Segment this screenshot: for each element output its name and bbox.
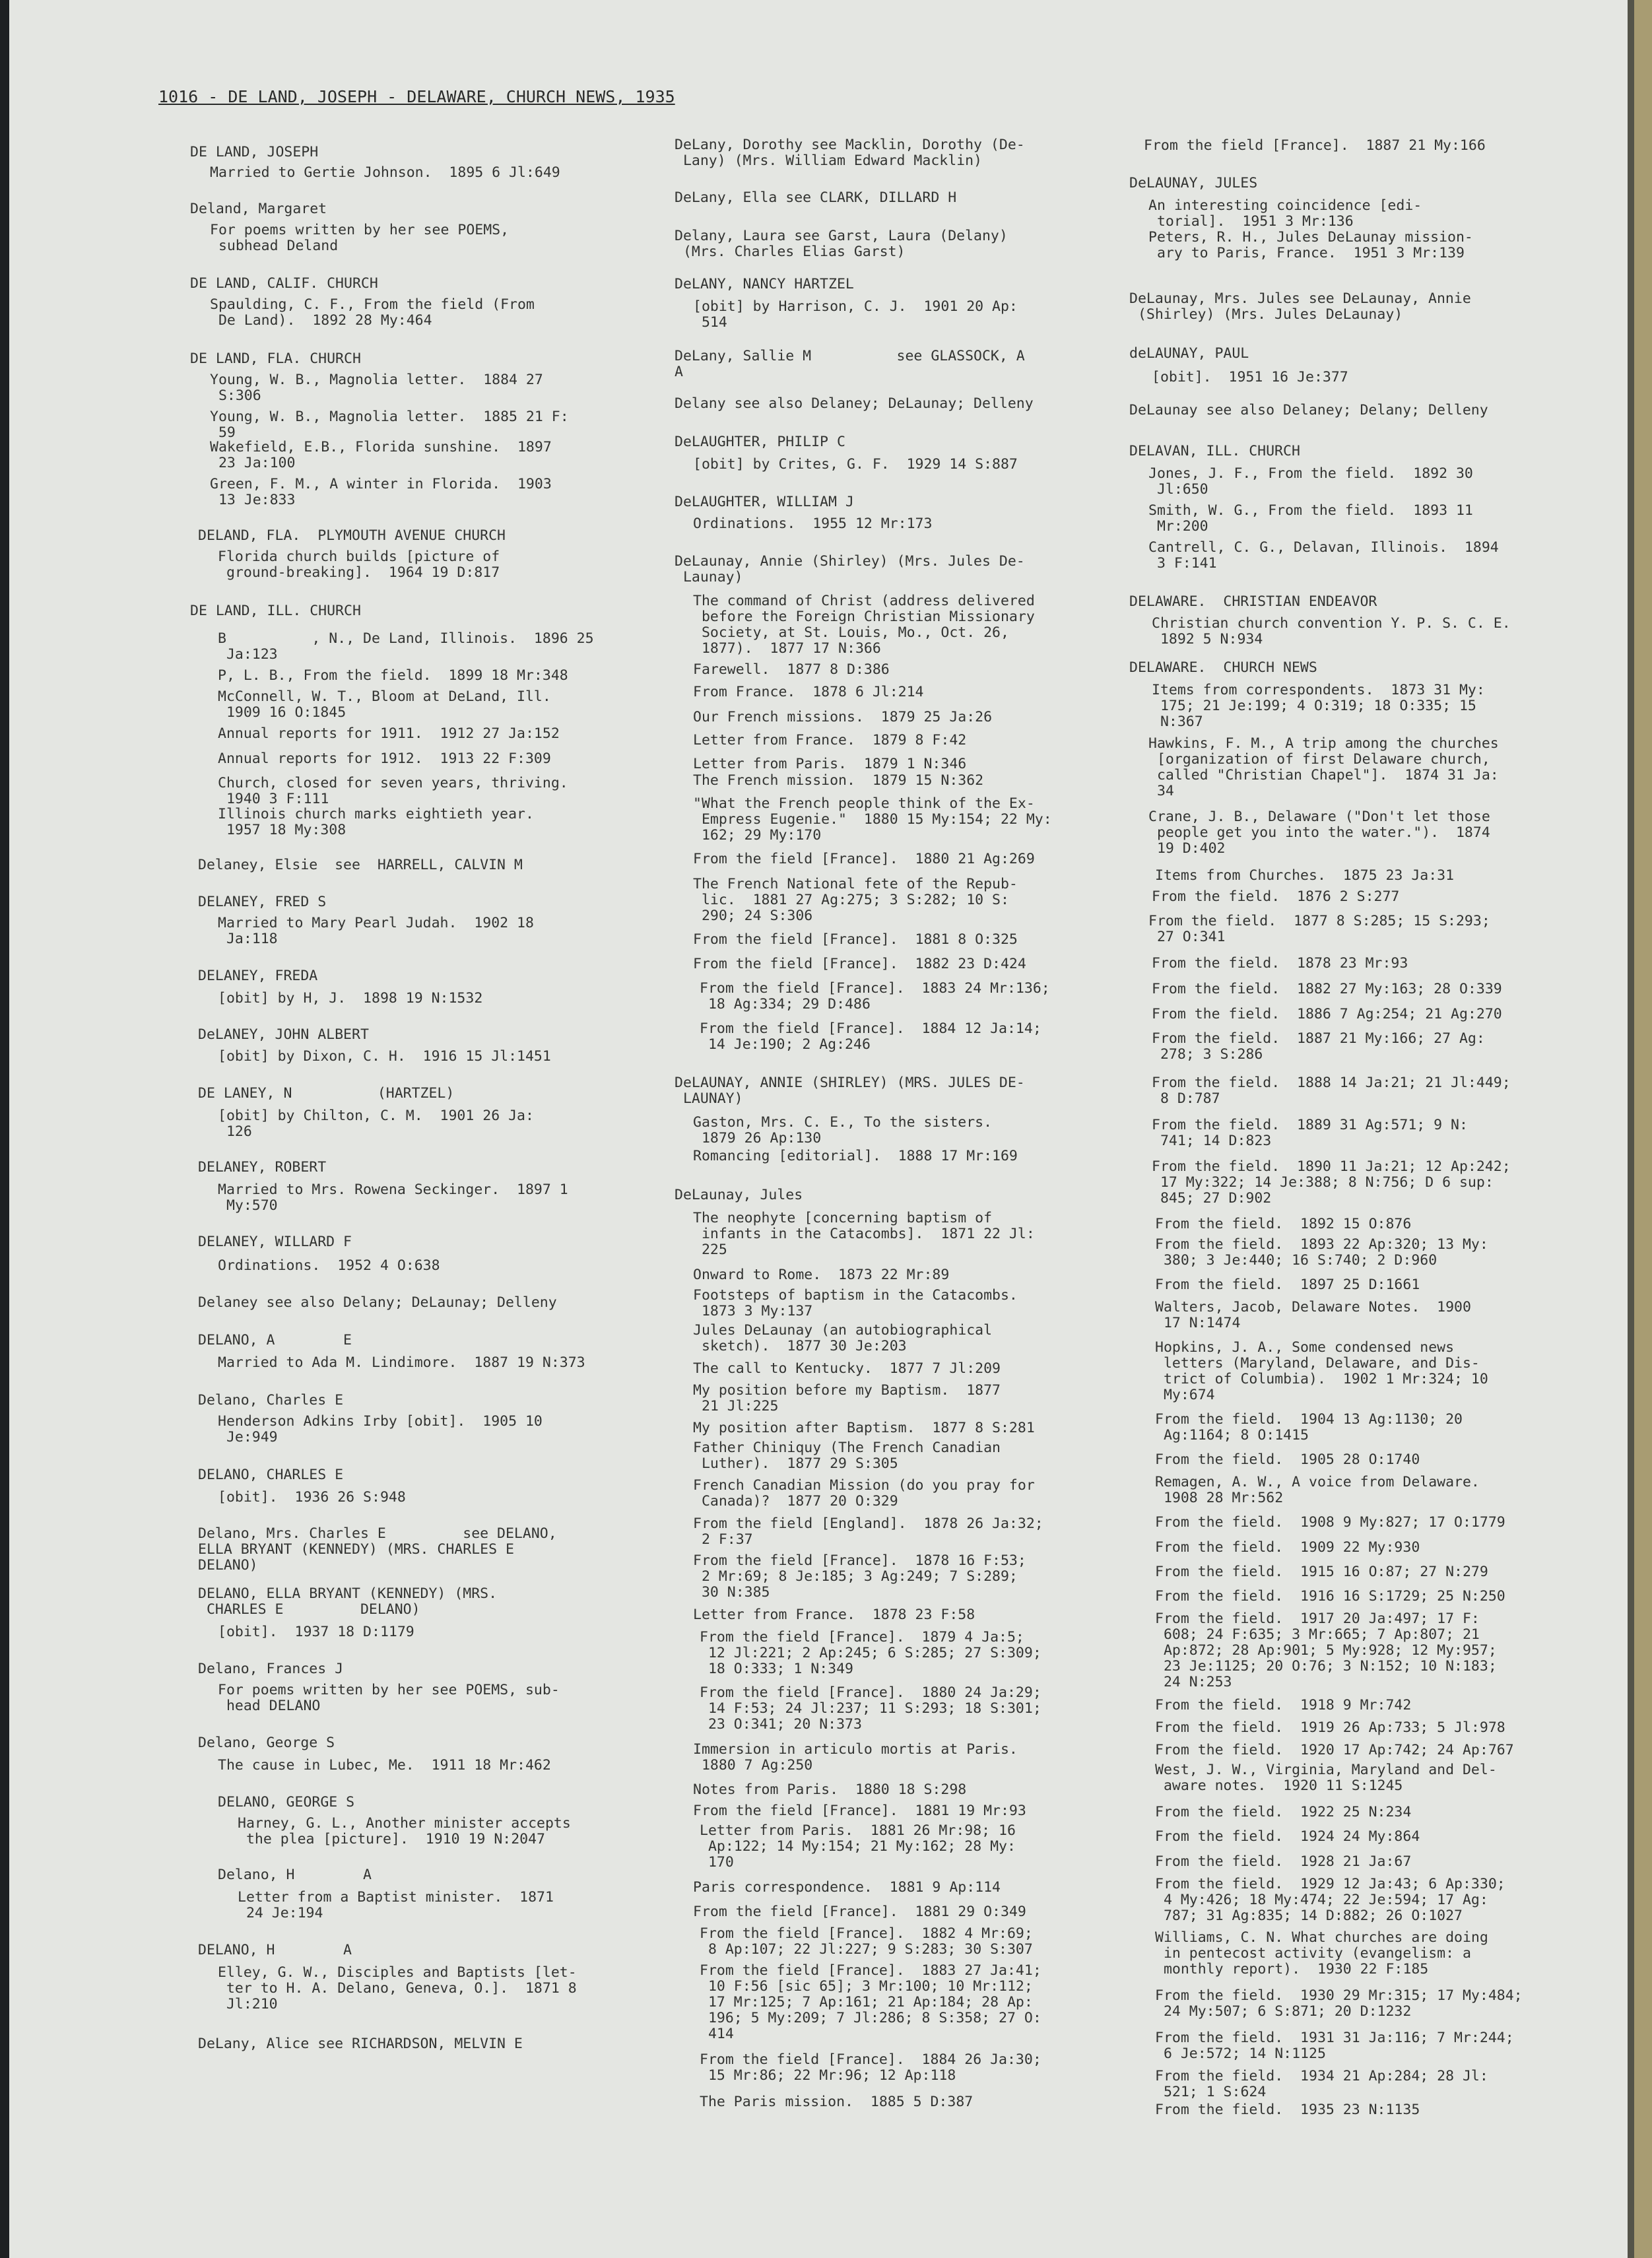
index-line: 1909 16 O:1845	[218, 704, 347, 721]
index-line: Delany, Laura see Garst, Laura (Delany)	[675, 228, 1008, 244]
index-line: 175; 21 Je:199; 4 O:319; 18 O:335; 15	[1152, 698, 1476, 714]
index-line: Gaston, Mrs. C. E., To the sisters.	[693, 1114, 993, 1131]
index-line: 34	[1148, 783, 1174, 799]
index-line: Farewell. 1877 8 D:386	[693, 661, 890, 678]
page-header: 1016 - DE LAND, JOSEPH - DELAWARE, CHURCH NEWS, 1935	[158, 87, 675, 106]
index-line: DELANEY, FREDA	[198, 968, 318, 984]
index-line: Delano, Charles E	[198, 1392, 344, 1409]
index-line: P, L. B., From the field. 1899 18 Mr:348	[218, 667, 568, 684]
index-line: Harney, G. L., Another minister accepts	[238, 1815, 571, 1832]
index-line: 24 My:507; 6 S:871; 20 D:1232	[1155, 2003, 1412, 2020]
index-line: From the field. 1917 20 Ja:497; 17 F:	[1155, 1610, 1480, 1627]
index-line: 787; 31 Ag:835; 14 D:882; 26 O:1027	[1155, 1908, 1463, 1924]
index-line: Married to Ada M. Lindimore. 1887 19 N:373	[218, 1354, 585, 1371]
index-line: 741; 14 D:823	[1152, 1133, 1272, 1149]
index-line: people get you into the water."). 1874	[1148, 824, 1490, 841]
index-line: Married to Mrs. Rowena Seckinger. 1897 1	[218, 1181, 568, 1198]
index-line: Williams, C. N. What churches are doing	[1155, 1929, 1488, 1946]
index-line: Delano, Frances J	[198, 1661, 344, 1677]
index-line: Letter from Paris. 1879 1 N:346	[693, 756, 967, 772]
index-line: 4 My:426; 18 My:474; 22 Je:594; 17 Ag:	[1155, 1892, 1488, 1908]
index-line: 14 F:53; 24 Jl:237; 11 S:293; 18 S:301;	[700, 1700, 1041, 1717]
index-line: Henderson Adkins Irby [obit]. 1905 10	[218, 1413, 543, 1430]
index-line: Peters, R. H., Jules DeLaunay mission-	[1148, 229, 1473, 246]
index-line: From the field. 1892 15 O:876	[1155, 1216, 1412, 1232]
index-line: From the field [France]. 1884 12 Ja:14;	[700, 1020, 1041, 1037]
index-line: ter to H. A. Delano, Geneva, O.]. 1871 8	[218, 1980, 577, 1997]
index-line: DeLAUNAY, ANNIE (SHIRLEY) (MRS. JULES DE-	[675, 1075, 1025, 1091]
index-line: [obit] by Dixon, C. H. 1916 15 Jl:1451	[218, 1048, 551, 1065]
index-line: 17 N:1474	[1155, 1315, 1241, 1331]
index-line: DELANEY, FRED S	[198, 894, 327, 910]
index-line: From the field [France]. 1883 24 Mr:136;	[700, 980, 1050, 997]
index-line: DELANO, A E	[198, 1332, 352, 1348]
index-line: For poems written by her see POEMS, sub-	[218, 1682, 560, 1698]
index-line: My:570	[218, 1197, 278, 1214]
index-line: From the field. 1930 29 Mr:315; 17 My:484;	[1155, 1987, 1523, 2004]
scan-frame-left	[0, 0, 9, 2258]
index-line: Jones, J. F., From the field. 1892 30	[1148, 465, 1473, 482]
index-line: 514	[693, 314, 727, 331]
index-line: 1880 7 Ag:250	[693, 1757, 813, 1774]
index-line: From the field. 1890 11 Ja:21; 12 Ap:242;	[1152, 1158, 1511, 1175]
index-line: From the field [France]. 1880 21 Ag:269	[693, 851, 1035, 867]
index-line: Deland, Margaret	[190, 201, 327, 217]
index-line: DeLaunay, Jules	[675, 1187, 803, 1203]
index-line: Mr:200	[1148, 518, 1208, 535]
index-line: DELANO, GEORGE S	[218, 1794, 355, 1810]
index-line: From the field. 1878 23 Mr:93	[1152, 955, 1408, 972]
index-line: Remagen, A. W., A voice from Delaware.	[1155, 1474, 1480, 1490]
index-line: 13 Je:833	[210, 492, 296, 508]
index-line: 1873 3 My:137	[693, 1303, 813, 1319]
index-line: Annual reports for 1911. 1912 27 Ja:152	[218, 725, 560, 742]
index-line: [obit]. 1937 18 D:1179	[218, 1624, 414, 1640]
index-line: Letter from a Baptist minister. 1871	[238, 1889, 554, 1906]
index-line: 2 Mr:69; 8 Je:185; 3 Ag:249; 7 S:289;	[693, 1568, 1018, 1585]
index-line: torial]. 1951 3 Mr:136	[1148, 213, 1354, 230]
index-line: Ap:122; 14 My:154; 21 My:162; 28 My:	[700, 1838, 1016, 1855]
index-line: sketch). 1877 30 Je:203	[693, 1338, 907, 1354]
index-line: From the field. 1934 21 Ap:284; 28 Jl:	[1155, 2068, 1488, 2084]
index-line: The cause in Lubec, Me. 1911 18 Mr:462	[218, 1757, 551, 1774]
index-line: Paris correspondence. 1881 9 Ap:114	[693, 1879, 1001, 1896]
index-line: S:306	[210, 387, 261, 404]
index-line: in pentecost activity (evangelism: a	[1155, 1945, 1471, 1962]
index-line: ground-breaking]. 1964 19 D:817	[218, 564, 500, 581]
index-line: DELANEY, ROBERT	[198, 1159, 327, 1176]
index-line: Ordinations. 1955 12 Mr:173	[693, 515, 933, 532]
index-line: From the field. 1929 12 Ja:43; 6 Ap:330;	[1155, 1876, 1505, 1892]
index-line: From the field [France]. 1882 4 Mr:69;	[700, 1925, 1033, 1942]
index-line: Cantrell, C. G., Delavan, Illinois. 1894	[1148, 539, 1499, 556]
index-line: 225	[693, 1242, 727, 1258]
index-line: 17 Mr:125; 7 Ap:161; 21 Ap:184; 28 Ap:	[700, 1994, 1033, 2010]
index-line: DELANO, ELLA BRYANT (KENNEDY) (MRS.	[198, 1585, 498, 1602]
index-line: Wakefield, E.B., Florida sunshine. 1897	[210, 439, 552, 455]
index-line: Onward to Rome. 1873 22 Mr:89	[693, 1267, 950, 1283]
index-line: CHARLES E DELANO)	[198, 1601, 420, 1618]
index-line: Luther). 1877 29 S:305	[693, 1455, 898, 1472]
index-line: [obit] by Crites, G. F. 1929 14 S:887	[693, 456, 1018, 473]
index-line: 21 Jl:225	[693, 1398, 779, 1414]
index-line: 1879 26 Ap:130	[693, 1130, 822, 1146]
index-line: Immersion in articulo mortis at Paris.	[693, 1741, 1018, 1758]
index-line: The French mission. 1879 15 N:362	[693, 772, 984, 789]
index-line: before the Foreign Christian Missionary	[693, 609, 1035, 625]
index-line: 1892 5 N:934	[1152, 631, 1263, 648]
index-line: Letter from France. 1879 8 F:42	[693, 732, 967, 748]
index-line: Hawkins, F. M., A trip among the churches	[1148, 735, 1499, 752]
scan-frame-right	[1628, 0, 1652, 2258]
index-line: An interesting coincidence [edi-	[1148, 197, 1422, 214]
index-line: Notes from Paris. 1880 18 S:298	[693, 1781, 967, 1798]
index-line: 608; 24 F:635; 3 Mr:665; 7 Ap:807; 21	[1155, 1626, 1480, 1643]
index-line: 12 Jl:221; 2 Ap:245; 6 S:285; 27 S:309;	[700, 1645, 1041, 1661]
index-line: From the field. 1918 9 Mr:742	[1155, 1697, 1412, 1713]
index-line: Romancing [editorial]. 1888 17 Mr:169	[693, 1148, 1018, 1164]
index-line: the plea [picture]. 1910 19 N:2047	[238, 1831, 545, 1847]
index-line: Walters, Jacob, Delaware Notes. 1900	[1155, 1299, 1471, 1315]
index-line: DeLany, Sallie M see GLASSOCK, A	[675, 348, 1025, 364]
index-line: called "Christian Chapel"]. 1874 31 Ja:	[1148, 767, 1499, 783]
index-line: Footsteps of baptism in the Catacombs.	[693, 1287, 1018, 1304]
index-line: From the field. 1888 14 Ja:21; 21 Jl:449;	[1152, 1075, 1511, 1091]
index-line: 6 Je:572; 14 N:1125	[1155, 2045, 1326, 2062]
index-line: From the field. 1893 22 Ap:320; 13 My:	[1155, 1236, 1488, 1253]
index-line: 8 Ap:107; 22 Jl:227; 9 S:283; 30 S:307	[700, 1941, 1033, 1958]
index-line: Ordinations. 1952 4 O:638	[218, 1257, 440, 1274]
index-line: Society, at St. Louis, Mo., Oct. 26,	[693, 624, 1009, 641]
index-line: [obit]. 1951 16 Je:377	[1152, 369, 1348, 385]
index-line: For poems written by her see POEMS,	[210, 222, 510, 238]
index-line: From the field [France]. 1878 16 F:53;	[693, 1552, 1026, 1569]
index-line: Father Chiniquy (The French Canadian	[693, 1440, 1001, 1456]
index-line: DE LAND, JOSEPH	[190, 144, 319, 160]
index-line: The French National fete of the Repub-	[693, 876, 1018, 892]
index-line: DeLAUGHTER, PHILIP C	[675, 434, 845, 450]
index-line: The command of Christ (address delivered	[693, 593, 1035, 609]
index-line: 278; 3 S:286	[1152, 1046, 1263, 1063]
index-line: Letter from France. 1878 23 F:58	[693, 1607, 975, 1623]
index-line: DeLany, Dorothy see Macklin, Dorothy (De-	[675, 137, 1025, 153]
index-line: 162; 29 My:170	[693, 827, 822, 844]
index-line: 59	[210, 424, 236, 441]
index-line: 196; 5 My:209; 7 Jl:286; 8 S:358; 27 O:	[700, 2010, 1041, 2026]
index-line: N:367	[1152, 714, 1203, 730]
index-line: 23 Ja:100	[210, 455, 296, 471]
index-line: DeLaunay see also Delaney; Delany; Delleny	[1129, 402, 1488, 418]
index-line: DE LAND, CALIF. CHURCH	[190, 275, 378, 292]
index-line: 14 Je:190; 2 Ag:246	[700, 1036, 871, 1053]
index-line: Spaulding, C. F., From the field (From	[210, 296, 535, 313]
index-line: "What the French people think of the Ex-	[693, 795, 1035, 812]
index-line: McConnell, W. T., Bloom at DeLand, Ill.	[218, 688, 551, 705]
index-line: head DELANO	[218, 1698, 321, 1714]
index-line: Delano, George S	[198, 1735, 335, 1751]
index-line: French Canadian Mission (do you pray for	[693, 1477, 1035, 1494]
index-line: Je:949	[218, 1429, 278, 1445]
index-line: (Shirley) (Mrs. Jules DeLaunay)	[1129, 306, 1403, 323]
index-line: Our French missions. 1879 25 Ja:26	[693, 709, 993, 725]
index-line: From the field. 1909 22 My:930	[1155, 1539, 1420, 1556]
index-line: DeLany, Alice see RICHARDSON, MELVIN E	[198, 2036, 523, 2052]
index-line: DE LAND, FLA. CHURCH	[190, 350, 361, 367]
index-line: From the field. 1920 17 Ap:742; 24 Ap:767	[1155, 1742, 1514, 1758]
index-line: Smith, W. G., From the field. 1893 11	[1148, 502, 1473, 519]
index-line: [organization of first Delaware church,	[1148, 751, 1490, 768]
index-line: Delaney see also Delany; DeLaunay; Delleny	[198, 1294, 557, 1311]
index-line: 521; 1 S:624	[1155, 2084, 1267, 2100]
index-line: Ja:118	[218, 931, 278, 947]
index-line: De Land). 1892 28 My:464	[210, 312, 432, 329]
index-line: From the field. 1928 21 Ja:67	[1155, 1853, 1412, 1870]
index-line: deLAUNAY, PAUL	[1129, 345, 1249, 362]
index-line: Jl:650	[1148, 481, 1208, 498]
index-line: infants in the Catacombs]. 1871 22 Jl:	[693, 1226, 1035, 1242]
index-line: Empress Eugenie." 1880 15 My:154; 22 My:	[693, 811, 1052, 828]
index-line: Church, closed for seven years, thriving.	[218, 775, 568, 791]
index-line: aware notes. 1920 11 S:1245	[1155, 1777, 1403, 1794]
index-line: Hopkins, J. A., Some condensed news	[1155, 1339, 1455, 1356]
index-line: From the field. 1919 26 Ap:733; 5 Jl:978	[1155, 1719, 1505, 1736]
index-line: Green, F. M., A winter in Florida. 1903	[210, 476, 552, 492]
index-line: Ap:872; 28 Ap:901; 5 My:928; 12 My:957;	[1155, 1642, 1497, 1659]
index-line: My:674	[1155, 1387, 1215, 1403]
index-line: 1940 3 F:111	[218, 791, 329, 807]
index-line: DeLANEY, JOHN ALBERT	[198, 1026, 369, 1043]
index-line: Florida church builds [picture of	[218, 548, 500, 565]
index-line: The Paris mission. 1885 5 D:387	[700, 2094, 974, 2110]
index-line: From the field [France]. 1887 21 My:166	[1144, 137, 1486, 154]
index-line: DeLaunay, Annie (Shirley) (Mrs. Jules De-	[675, 553, 1025, 570]
index-line: DeLaunay, Mrs. Jules see DeLaunay, Annie	[1129, 290, 1471, 307]
index-line: 19 D:402	[1148, 840, 1226, 857]
index-line: From the field [France]. 1884 26 Ja:30;	[700, 2051, 1041, 2068]
index-line: Young, W. B., Magnolia letter. 1885 21 F:	[210, 409, 569, 425]
index-line: Lany) (Mrs. William Edward Macklin)	[675, 152, 982, 169]
index-line: Canada)? 1877 20 O:329	[693, 1493, 898, 1510]
index-line: Jl:210	[218, 1996, 278, 2012]
index-line: From the field. 1922 25 N:234	[1155, 1804, 1412, 1820]
index-line: letters (Maryland, Delaware, and Dis-	[1155, 1355, 1480, 1372]
index-line: Launay)	[675, 569, 743, 585]
index-line: From the field. 1882 27 My:163; 28 O:339	[1152, 981, 1502, 997]
index-line: Delano, H A	[218, 1867, 372, 1883]
index-line: From the field [France]. 1883 27 Ja:41;	[700, 1962, 1041, 1979]
index-line: DELANEY, WILLARD F	[198, 1234, 352, 1250]
index-line: DE LANEY, N (HARTZEL)	[198, 1085, 455, 1102]
index-line: From the field. 1915 16 O:87; 27 N:279	[1155, 1564, 1488, 1580]
index-line: 17 My:322; 14 Je:388; 8 N:756; D 6 sup:	[1152, 1174, 1494, 1191]
index-line: 1957 18 My:308	[218, 822, 347, 838]
index-line: 170	[700, 1854, 734, 1871]
index-line: 1877). 1877 17 N:366	[693, 640, 881, 657]
index-line: DELAND, FLA. PLYMOUTH AVENUE CHURCH	[198, 527, 506, 544]
index-line: monthly report). 1930 22 F:185	[1155, 1961, 1429, 1977]
index-line: DELANO, H A	[198, 1942, 352, 1958]
index-line: From the field. 1897 25 D:1661	[1155, 1277, 1420, 1293]
index-line: From the field. 1916 16 S:1729; 25 N:250	[1155, 1588, 1505, 1605]
index-line: 8 D:787	[1152, 1090, 1220, 1107]
index-line: 290; 24 S:306	[693, 908, 813, 924]
index-line: From the field [France]. 1881 29 O:349	[693, 1904, 1026, 1920]
index-line: Young, W. B., Magnolia letter. 1884 27	[210, 372, 543, 388]
index-line: Letter from Paris. 1881 26 Mr:98; 16	[700, 1822, 1016, 1839]
index-line: [obit] by H, J. 1898 19 N:1532	[218, 990, 483, 1007]
index-line: Ja:123	[218, 646, 278, 663]
index-line: Crane, J. B., Delaware ("Don't let those	[1148, 809, 1490, 825]
index-line: Jules DeLaunay (an autobiographical	[693, 1322, 993, 1339]
index-line: DeLAUNAY, JULES	[1129, 175, 1258, 191]
index-line: From the field. 1908 9 My:827; 17 O:1779	[1155, 1514, 1505, 1531]
index-line: Delano, Mrs. Charles E see DELANO,	[198, 1525, 557, 1542]
index-line: ELLA BRYANT (KENNEDY) (MRS. CHARLES E	[198, 1541, 514, 1558]
index-line: (Mrs. Charles Elias Garst)	[675, 244, 906, 260]
index-line: From the field [France]. 1882 23 D:424	[693, 956, 1026, 972]
index-line: From the field. 1876 2 S:277	[1152, 888, 1400, 905]
index-line: 10 F:56 [sic 65]; 3 Mr:100; 10 Mr:112;	[700, 1978, 1033, 1995]
index-line: DE LAND, ILL. CHURCH	[190, 603, 361, 619]
index-line: From the field. 1905 28 O:1740	[1155, 1451, 1420, 1468]
index-line: From the field. 1877 8 S:285; 15 S:293;	[1148, 913, 1490, 929]
index-line: LAUNAY)	[675, 1090, 743, 1107]
index-line: Delany see also Delaney; DeLaunay; Delleny	[675, 395, 1034, 412]
index-line: B , N., De Land, Illinois. 1896 25	[218, 630, 594, 647]
index-line: From the field [France]. 1881 19 Mr:93	[693, 1803, 1026, 1819]
index-line: From the field. 1886 7 Ag:254; 21 Ag:270	[1152, 1006, 1502, 1022]
index-line: DELAWARE. CHURCH NEWS	[1129, 659, 1317, 676]
index-line: 23 O:341; 20 N:373	[700, 1716, 862, 1733]
index-line: 414	[700, 2026, 734, 2042]
index-line: ary to Paris, France. 1951 3 Mr:139	[1148, 245, 1465, 261]
index-line: Illinois church marks eightieth year.	[218, 806, 534, 822]
index-line: DELAWARE. CHRISTIAN ENDEAVOR	[1129, 593, 1377, 610]
index-line: From the field [France]. 1881 8 O:325	[693, 931, 1018, 948]
index-line: 1908 28 Mr:562	[1155, 1490, 1284, 1506]
index-line: Items from Churches. 1875 23 Ja:31	[1155, 867, 1455, 884]
index-line: DeLany, Ella see CLARK, DILLARD H	[675, 189, 957, 206]
index-line: From the field [France]. 1880 24 Ja:29;	[700, 1684, 1041, 1701]
index-line: Married to Mary Pearl Judah. 1902 18	[218, 915, 534, 931]
index-line: My position after Baptism. 1877 8 S:281	[693, 1420, 1035, 1436]
index-line: [obit] by Harrison, C. J. 1901 20 Ap:	[693, 298, 1018, 315]
index-line: 24 N:253	[1155, 1674, 1232, 1690]
index-line: DELANO)	[198, 1557, 258, 1574]
index-line: 380; 3 Je:440; 16 S:740; 2 D:960	[1155, 1252, 1437, 1269]
index-line: 30 N:385	[693, 1584, 770, 1601]
index-line: Married to Gertie Johnson. 1895 6 Jl:649	[210, 164, 560, 181]
index-line: 2 F:37	[693, 1531, 753, 1548]
index-line: trict of Columbia). 1902 1 Mr:324; 10	[1155, 1371, 1488, 1387]
index-line: From the field. 1924 24 My:864	[1155, 1828, 1420, 1845]
index-line: 18 Ag:334; 29 D:486	[700, 996, 871, 1013]
index-line: 126	[218, 1123, 252, 1140]
index-line: Delaney, Elsie see HARRELL, CALVIN M	[198, 857, 523, 873]
index-line: From France. 1878 6 Jl:214	[693, 684, 924, 700]
index-line: lic. 1881 27 Ag:275; 3 S:282; 10 S:	[693, 892, 1009, 908]
index-line: 3 F:141	[1148, 555, 1217, 572]
index-line: Ag:1164; 8 O:1415	[1155, 1427, 1309, 1444]
index-line: West, J. W., Virginia, Maryland and Del-	[1155, 1762, 1497, 1778]
index-line: Items from correspondents. 1873 31 My:	[1152, 682, 1485, 698]
index-line: DELANO, CHARLES E	[198, 1467, 344, 1483]
index-line: A	[675, 364, 683, 380]
index-line: DELAVAN, ILL. CHURCH	[1129, 443, 1300, 459]
index-line: My position before my Baptism. 1877	[693, 1382, 1001, 1399]
index-line: 23 Je:1125; 20 O:76; 3 N:152; 10 N:183;	[1155, 1658, 1497, 1675]
index-line: 24 Je:194	[238, 1905, 323, 1921]
index-line: The call to Kentucky. 1877 7 Jl:209	[693, 1360, 1001, 1377]
index-line: Elley, G. W., Disciples and Baptists [let-	[218, 1964, 577, 1981]
index-line: Christian church convention Y. P. S. C. E.	[1152, 615, 1511, 632]
index-line: From the field. 1931 31 Ja:116; 7 Mr:244;	[1155, 2030, 1514, 2046]
index-line: From the field. 1904 13 Ag:1130; 20	[1155, 1411, 1463, 1428]
index-line: The neophyte [concerning baptism of	[693, 1210, 993, 1226]
index-line: From the field [England]. 1878 26 Ja:32;	[693, 1515, 1043, 1532]
index-line: subhead Deland	[210, 238, 339, 254]
index-line: 18 O:333; 1 N:349	[700, 1661, 853, 1677]
index-line: 27 O:341	[1148, 929, 1226, 945]
index-line: From the field. 1889 31 Ag:571; 9 N:	[1152, 1117, 1468, 1133]
index-line: DeLANY, NANCY HARTZEL	[675, 276, 854, 292]
index-line: [obit]. 1936 26 S:948	[218, 1489, 406, 1506]
index-line: From the field. 1935 23 N:1135	[1155, 2102, 1420, 2118]
index-line: 845; 27 D:902	[1152, 1190, 1272, 1207]
index-line: From the field [France]. 1879 4 Ja:5;	[700, 1629, 1024, 1645]
index-line: 15 Mr:86; 22 Mr:96; 12 Ap:118	[700, 2067, 956, 2084]
index-line: From the field. 1887 21 My:166; 27 Ag:	[1152, 1030, 1485, 1047]
index-line: DeLAUGHTER, WILLIAM J	[675, 494, 854, 510]
index-line: [obit] by Chilton, C. M. 1901 26 Ja:	[218, 1108, 534, 1124]
index-line: Annual reports for 1912. 1913 22 F:309	[218, 750, 551, 767]
